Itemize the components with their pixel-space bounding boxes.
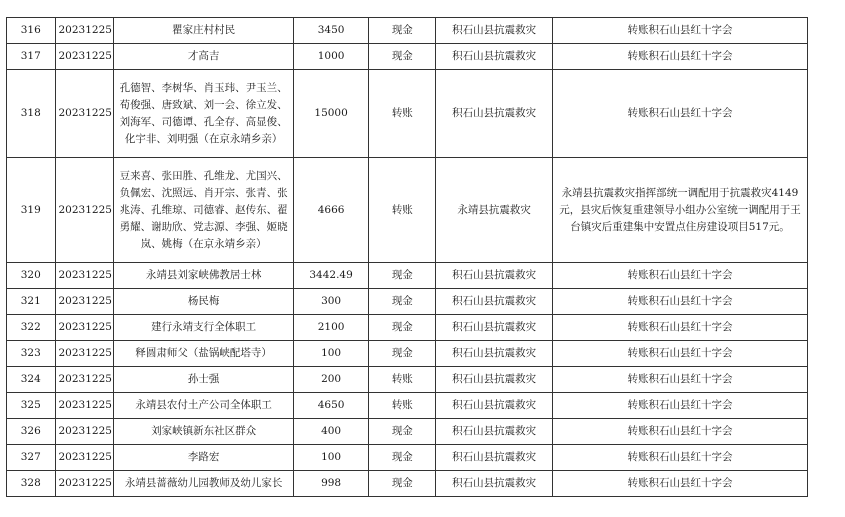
row-note: 转账积石山县红十字会 [552, 419, 807, 445]
row-index: 321 [7, 289, 56, 315]
row-destination: 积石山县抗震救灾 [436, 471, 553, 497]
row-donor: 建行永靖支行全体职工 [114, 315, 294, 341]
table-row [7, 70, 808, 158]
row-index: 326 [7, 419, 56, 445]
row-donor: 孔德智、李树华、肖玉玮、尹玉兰、荀俊强、唐致斌、刘一会、徐立发、刘海军、司德谭、孔全存、高显俊、化宇非、刘明强（在京永靖乡亲） [114, 70, 294, 158]
row-destination: 积石山县抗震救灾 [436, 70, 553, 158]
row-date: 20231225 [55, 341, 114, 367]
row-index: 320 [7, 263, 56, 289]
row-amount: 400 [293, 419, 368, 445]
row-note: 转账积石山县红十字会 [552, 367, 807, 393]
row-index: 327 [7, 445, 56, 471]
row-method: 现金 [369, 471, 436, 497]
row-amount: 4650 [293, 393, 368, 419]
row-index: 323 [7, 341, 56, 367]
row-donor: 才高吉 [114, 44, 294, 70]
row-method: 转账 [369, 158, 436, 263]
row-method: 现金 [369, 341, 436, 367]
table-row [7, 263, 808, 289]
row-date: 20231225 [55, 70, 114, 158]
row-method: 转账 [369, 393, 436, 419]
row-note: 转账积石山县红十字会 [552, 70, 807, 158]
row-donor: 李路宏 [114, 445, 294, 471]
row-amount: 3450 [293, 18, 368, 44]
row-date: 20231225 [55, 158, 114, 263]
row-note: 转账积石山县红十字会 [552, 393, 807, 419]
row-donor: 刘家峡镇新东社区群众 [114, 419, 294, 445]
row-note: 永靖县抗震救灾指挥部统一调配用于抗震救灾4149元，县灾后恢复重建领导小组办公室统一调配用于王台镇灾后重建集中安置点住房建设项目517元。 [552, 158, 807, 263]
table-row [7, 44, 808, 70]
row-method: 转账 [369, 367, 436, 393]
row-donor: 豆来喜、张田胜、孔维龙、尤国兴、负佩宏、沈照远、肖开宗、张青、张兆涛、孔维琼、司德睿、赵传东、翟勇耀、谢助欣、党志源、李强、姬晓岚、姚梅（在京永靖乡亲） [114, 158, 294, 263]
table-row [7, 289, 808, 315]
row-donor: 释圆肃师父（盐锅峡配塔寺） [114, 341, 294, 367]
row-amount: 300 [293, 289, 368, 315]
row-method: 转账 [369, 70, 436, 158]
row-destination: 积石山县抗震救灾 [436, 419, 553, 445]
row-amount: 200 [293, 367, 368, 393]
row-note: 转账积石山县红十字会 [552, 471, 807, 497]
row-method: 现金 [369, 289, 436, 315]
row-method: 现金 [369, 44, 436, 70]
row-note: 转账积石山县红十字会 [552, 341, 807, 367]
row-donor: 瞿家庄村村民 [114, 18, 294, 44]
row-destination: 积石山县抗震救灾 [436, 393, 553, 419]
row-amount: 3442.49 [293, 263, 368, 289]
row-index: 316 [7, 18, 56, 44]
row-destination: 积石山县抗震救灾 [436, 44, 553, 70]
row-donor: 永靖县蔷薇幼儿园教师及幼儿家长 [114, 471, 294, 497]
row-note: 转账积石山县红十字会 [552, 263, 807, 289]
row-index: 319 [7, 158, 56, 263]
row-amount: 100 [293, 341, 368, 367]
row-amount: 1000 [293, 44, 368, 70]
row-date: 20231225 [55, 18, 114, 44]
table-row [7, 419, 808, 445]
row-note: 转账积石山县红十字会 [552, 289, 807, 315]
row-note: 转账积石山县红十字会 [552, 445, 807, 471]
table-row [7, 315, 808, 341]
table-row [7, 471, 808, 497]
row-amount: 998 [293, 471, 368, 497]
row-index: 318 [7, 70, 56, 158]
donation-table [6, 17, 808, 497]
row-destination: 积石山县抗震救灾 [436, 315, 553, 341]
row-amount: 2100 [293, 315, 368, 341]
row-date: 20231225 [55, 393, 114, 419]
row-index: 317 [7, 44, 56, 70]
row-note: 转账积石山县红十字会 [552, 44, 807, 70]
table-row [7, 158, 808, 263]
row-destination: 积石山县抗震救灾 [436, 341, 553, 367]
row-donor: 杨民梅 [114, 289, 294, 315]
row-amount: 4666 [293, 158, 368, 263]
row-index: 324 [7, 367, 56, 393]
row-destination: 积石山县抗震救灾 [436, 18, 553, 44]
row-amount: 100 [293, 445, 368, 471]
table-row [7, 393, 808, 419]
row-destination: 积石山县抗震救灾 [436, 263, 553, 289]
row-index: 322 [7, 315, 56, 341]
row-donor: 永靖县刘家峡佛教居士林 [114, 263, 294, 289]
row-destination: 积石山县抗震救灾 [436, 289, 553, 315]
row-date: 20231225 [55, 315, 114, 341]
row-method: 现金 [369, 445, 436, 471]
row-destination: 积石山县抗震救灾 [436, 367, 553, 393]
row-method: 现金 [369, 315, 436, 341]
row-date: 20231225 [55, 289, 114, 315]
table-row [7, 18, 808, 44]
row-amount: 15000 [293, 70, 368, 158]
row-date: 20231225 [55, 367, 114, 393]
row-date: 20231225 [55, 44, 114, 70]
row-date: 20231225 [55, 445, 114, 471]
row-index: 325 [7, 393, 56, 419]
row-donor: 孙士强 [114, 367, 294, 393]
row-donor: 永靖县农付土产公司全体职工 [114, 393, 294, 419]
table-row [7, 341, 808, 367]
row-method: 现金 [369, 419, 436, 445]
row-method: 现金 [369, 18, 436, 44]
table-row [7, 445, 808, 471]
row-date: 20231225 [55, 471, 114, 497]
row-date: 20231225 [55, 263, 114, 289]
table-row [7, 367, 808, 393]
row-date: 20231225 [55, 419, 114, 445]
row-note: 转账积石山县红十字会 [552, 18, 807, 44]
row-destination: 永靖县抗震救灾 [436, 158, 553, 263]
row-note: 转账积石山县红十字会 [552, 315, 807, 341]
row-destination: 积石山县抗震救灾 [436, 445, 553, 471]
row-method: 现金 [369, 263, 436, 289]
row-index: 328 [7, 471, 56, 497]
